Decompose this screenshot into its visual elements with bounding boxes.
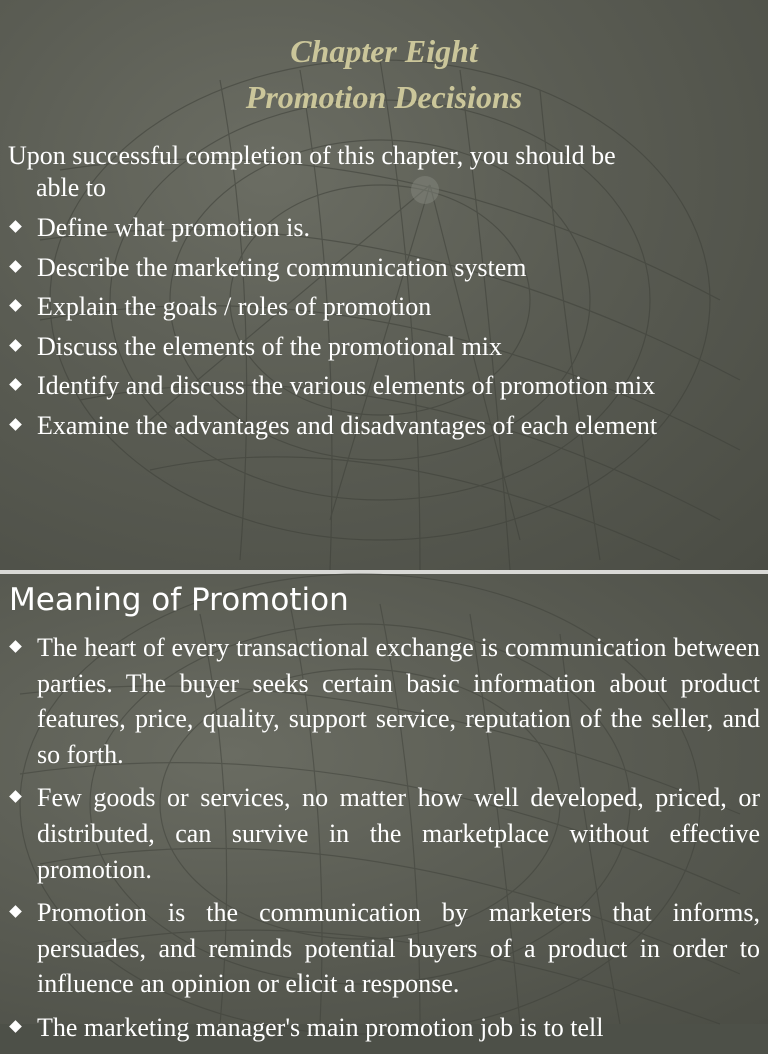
diamond-bullet-icon [9,260,22,273]
list-item-text: Identify and discuss the various elements of promotion mix [37,371,656,401]
list-item [8,406,760,446]
list-item-text: Describe the marketing communication system [37,252,527,282]
chapter-subtitle: Promotion Decisions [245,79,523,115]
list-item [8,895,760,1002]
chapter-title: Chapter Eight [290,33,478,69]
list-item [8,1010,760,1046]
list-item-text: Promotion is the communication by marketers that informs, persuades, and reminds potential buyers of a product in order to influence an opinion or elicit a response. [37,898,760,999]
diamond-bullet-icon [9,299,22,312]
list-item [8,366,760,406]
list-item [8,780,760,887]
diamond-bullet-icon [9,220,22,233]
list-item-text: Discuss the elements of the promotional mix [37,331,503,361]
list-item [8,248,760,288]
list-item-text: The marketing manager's main promotion job is to tell [37,1012,604,1042]
slide-2 [0,574,768,1042]
list-item [8,630,760,772]
diamond-bullet-icon [9,905,22,918]
promotion-points-list [8,630,760,1054]
diamond-bullet-icon [9,640,22,653]
list-item-text: Define what promotion is. [37,213,310,242]
section-heading: Meaning of Promotion [9,582,349,618]
list-item-text: Few goods or services, no matter how well developed, priced, or distributed, can survive in the marketplace without effective promotion. [37,783,760,884]
intro-line-1: Upon successful completion of this chapter, you should be [8,141,616,170]
intro-line-2: able to [36,173,107,202]
list-item-text: The heart of every transactional exchange is communication between parties. The buyer seeks certain basic information about product features, price, quality, support service, reputation of the seller, and so forth. [37,633,760,769]
diamond-bullet-icon [9,418,22,431]
diamond-bullet-icon [9,379,22,392]
intro-paragraph [8,140,760,204]
diamond-bullet-icon [9,791,22,804]
list-item [8,327,760,367]
objectives-list [8,208,760,446]
list-item [8,287,760,327]
list-item-text: Explain the goals / roles of promotion [37,292,432,322]
diamond-bullet-icon [9,339,22,352]
list-item-text: Examine the advantages and disadvantages of each element [37,410,658,440]
list-item [8,208,760,248]
diamond-bullet-icon [9,1020,22,1033]
